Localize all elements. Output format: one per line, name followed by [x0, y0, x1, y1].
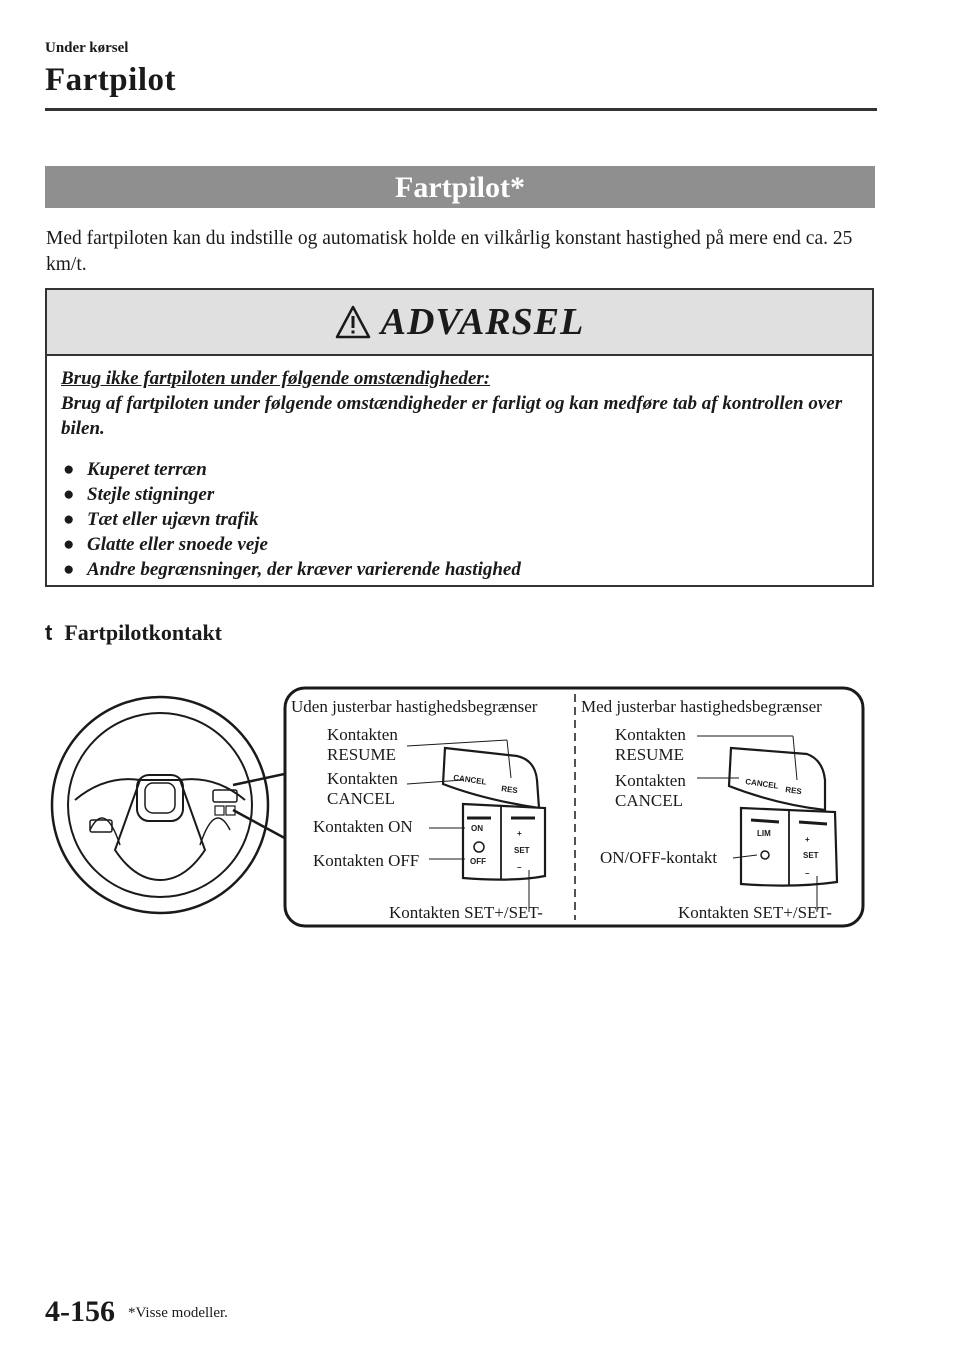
- list-item: [61, 457, 858, 482]
- bullet-icon: ●: [63, 509, 75, 530]
- list-item-text: Kuperet terræn: [87, 459, 207, 480]
- cancel-button: CANCEL: [452, 773, 487, 787]
- right-set-button: SET: [803, 851, 819, 860]
- left-cancel-label-line1: Kontakten: [327, 769, 398, 788]
- steering-wheel-illustration: [52, 697, 303, 913]
- intro-paragraph: Med fartpiloten kan du indstille og automatisk holde en vilkårlig konstant hastighed på mere end ca. 25 km/t.: [46, 228, 853, 275]
- subsection-heading: [45, 620, 222, 646]
- left-on-label: Kontakten ON: [313, 817, 413, 836]
- right-resume-button: RES: [784, 785, 803, 797]
- subsection-title: Fartpilotkontakt: [64, 620, 223, 645]
- set-minus-button: –: [517, 863, 522, 872]
- right-set-minus-button: –: [805, 869, 810, 878]
- list-item-text: Andre begrænsninger, der kræver varierende hastighed: [87, 559, 521, 580]
- chapter-title: Fartpilot: [45, 62, 176, 98]
- warning-triangle-icon: [335, 305, 371, 339]
- right-set-label: Kontakten SET+/SET-: [678, 903, 832, 922]
- left-resume-label-line1: Kontakten: [327, 725, 398, 744]
- left-set-label: Kontakten SET+/SET-: [389, 903, 543, 922]
- right-cancel-button: CANCEL: [744, 777, 779, 791]
- list-item: [61, 507, 858, 532]
- warning-title: ADVARSEL: [380, 301, 585, 343]
- right-panel-heading: Med justerbar hastighedsbegrænser: [581, 697, 822, 716]
- list-item: [61, 482, 858, 507]
- lim-button: LIM: [757, 829, 771, 838]
- bullet-icon: ●: [63, 459, 75, 480]
- left-panel-heading: Uden justerbar hastighedsbegrænser: [291, 697, 538, 716]
- warning-header: [47, 290, 872, 356]
- right-cancel-label-line1: Kontakten: [615, 771, 686, 790]
- list-item-text: Glatte eller snoede veje: [87, 534, 268, 555]
- cruise-control-switch-diagram: [45, 680, 875, 940]
- list-item-text: Stejle stigninger: [87, 484, 215, 505]
- list-item-text: Tæt eller ujævn trafik: [87, 509, 259, 530]
- right-set-plus-button: +: [805, 835, 810, 844]
- right-cancel-label-line2: CANCEL: [615, 791, 683, 810]
- footnote: *Visse modeller.: [128, 1305, 228, 1321]
- warning-body: [61, 366, 858, 582]
- bullet-icon: ●: [63, 559, 75, 580]
- bullet-icon: ●: [63, 534, 75, 555]
- page-number: 4-156: [45, 1295, 115, 1328]
- warning-list: [61, 457, 858, 582]
- off-button: OFF: [470, 857, 486, 866]
- on-button: ON: [471, 824, 483, 833]
- chapter-divider: [45, 108, 877, 111]
- right-resume-label-line1: Kontakten: [615, 725, 686, 744]
- warning-text: Brug af fartpiloten under følgende omstændigheder er farligt og kan medføre tab af kontrollen over bilen.: [61, 393, 843, 439]
- left-cancel-label-line2: CANCEL: [327, 789, 395, 808]
- warning-subheading: Brug ikke fartpiloten under følgende omstændigheder:: [61, 368, 491, 389]
- set-button: SET: [514, 846, 530, 855]
- right-resume-label-line2: RESUME: [615, 745, 684, 764]
- list-item: [61, 532, 858, 557]
- section-label: Under kørsel: [45, 40, 129, 56]
- set-plus-button: +: [517, 829, 522, 838]
- list-item: [61, 557, 858, 582]
- bullet-icon: ●: [63, 484, 75, 505]
- warning-box: [45, 288, 874, 587]
- section-title-bar: Fartpilot*: [45, 166, 875, 208]
- left-off-label: Kontakten OFF: [313, 851, 420, 870]
- right-onoff-label: ON/OFF-kontakt: [600, 848, 718, 867]
- resume-button: RES: [500, 784, 519, 796]
- subsection-marker-icon: t: [45, 620, 53, 645]
- left-resume-label-line2: RESUME: [327, 745, 396, 764]
